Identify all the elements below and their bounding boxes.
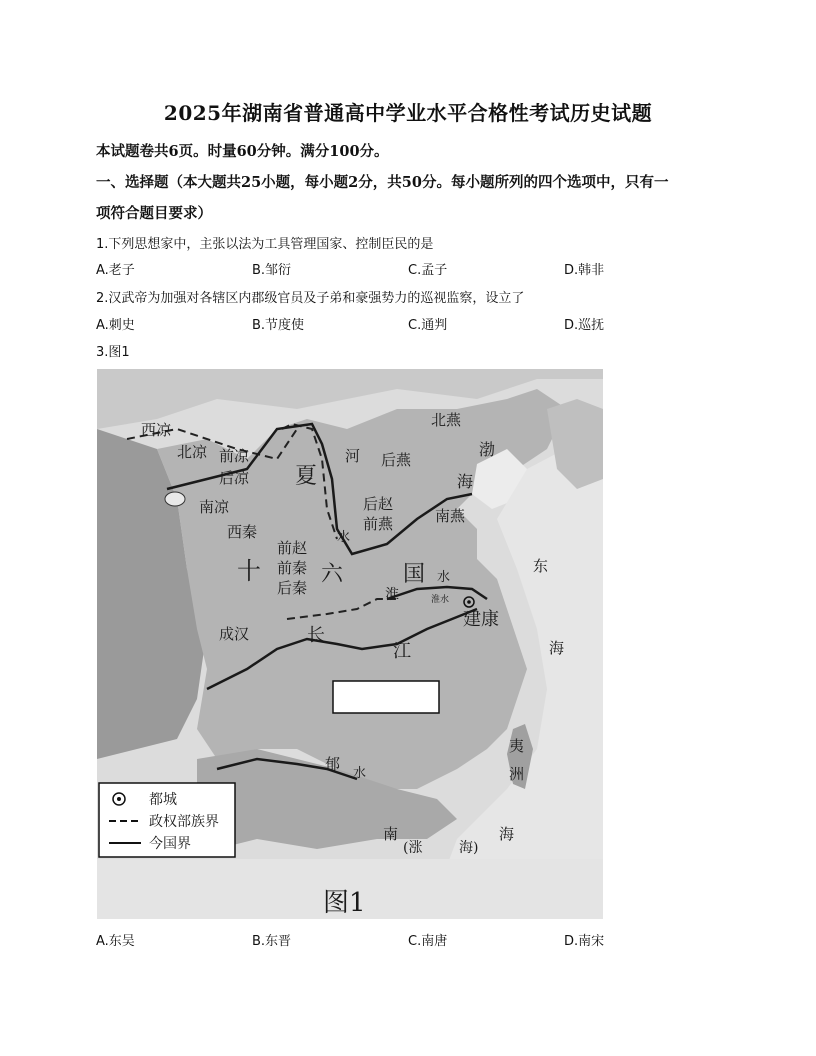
label-liu: 六 bbox=[321, 562, 344, 587]
question-1-option-c[interactable]: C.孟子 bbox=[408, 263, 448, 278]
label-shi: 十 bbox=[237, 557, 261, 585]
map-answer-blank-box bbox=[333, 681, 439, 713]
question-2-option-b[interactable]: B.节度使 bbox=[252, 318, 305, 333]
label-xiqin: 西秦 bbox=[227, 523, 258, 541]
label-guo: 国 bbox=[403, 562, 426, 587]
historical-map bbox=[97, 369, 603, 919]
label-nanyan: 南燕 bbox=[435, 507, 466, 525]
question-2-option-d[interactable]: D.巡抚 bbox=[564, 318, 605, 333]
question-3-option-a[interactable]: A.东吴 bbox=[96, 934, 135, 949]
label-houyan: 后燕 bbox=[381, 451, 412, 469]
section-heading-line2: 项符合题目要求） bbox=[96, 205, 212, 222]
label-shui-huai: 水 bbox=[437, 570, 451, 585]
label-nanliang: 南凉 bbox=[199, 498, 230, 516]
label-houliang: 后凉 bbox=[219, 469, 250, 487]
question-1-options bbox=[96, 259, 716, 277]
question-3-stem: 3.图1 bbox=[96, 345, 130, 360]
label-huaishui-small: 淮水 bbox=[431, 595, 450, 605]
label-beiyan: 北燕 bbox=[431, 411, 462, 429]
label-qianzhao: 前赵 bbox=[277, 539, 308, 557]
question-2-options bbox=[96, 314, 716, 332]
label-yu: 郁 bbox=[325, 755, 341, 773]
question-1-option-d[interactable]: D.韩非 bbox=[564, 263, 605, 278]
label-xiliang: 西凉 bbox=[141, 421, 172, 439]
question-1-option-b[interactable]: B.邹衍 bbox=[252, 263, 292, 278]
label-shui-yu: 水 bbox=[353, 766, 367, 781]
label-houqin: 后秦 bbox=[277, 579, 308, 597]
label-chenghan: 成汉 bbox=[219, 625, 250, 643]
map-figure bbox=[97, 369, 603, 919]
question-1-option-a[interactable]: A.老子 bbox=[96, 263, 135, 278]
question-3-options bbox=[96, 930, 716, 948]
qinghai-lake bbox=[165, 492, 185, 506]
label-bo: 渤 bbox=[479, 440, 496, 459]
question-2-option-c[interactable]: C.通判 bbox=[408, 318, 448, 333]
label-jiankang: 建康 bbox=[463, 609, 499, 630]
label-chang: 长 bbox=[307, 625, 325, 646]
section-heading-line1: 一、选择题（本大题共25小题，每小题2分，共50分。每小题所列的四个选项中，只有一 bbox=[96, 174, 669, 191]
label-hai-south: 海 bbox=[499, 825, 515, 843]
label-dong: 东 bbox=[533, 557, 549, 575]
question-3-option-d[interactable]: D.南宋 bbox=[564, 934, 605, 949]
label-nan: 南 bbox=[383, 825, 399, 843]
legend-capital: 都城 bbox=[149, 792, 177, 808]
label-houzhao: 后赵 bbox=[363, 495, 394, 513]
label-xia: 夏 bbox=[295, 464, 318, 489]
label-qianliang: 前凉 bbox=[219, 447, 250, 465]
label-zhou: 洲 bbox=[509, 765, 525, 783]
legend-modern-boundary: 今国界 bbox=[149, 836, 191, 852]
legend-regime-boundary: 政权部族界 bbox=[149, 814, 219, 830]
exam-title: 2025年湖南省普通高中学业水平合格性考试历史试题 bbox=[163, 101, 653, 125]
label-jiang: 江 bbox=[393, 641, 411, 662]
label-hai-bo: 海 bbox=[457, 472, 474, 491]
exam-intro: 本试题卷共6页。时量60分钟。满分100分。 bbox=[96, 143, 389, 160]
label-shui-he: 水 bbox=[337, 530, 351, 545]
label-qianyan: 前燕 bbox=[363, 515, 394, 533]
question-2-option-a[interactable]: A.刺史 bbox=[96, 318, 135, 333]
question-2-stem: 2.汉武帝为加强对各辖区内郡级官员及子弟和豪强势力的巡视监察，设立了 bbox=[96, 291, 525, 306]
label-hai-east: 海 bbox=[549, 639, 565, 657]
question-3-option-c[interactable]: C.南唐 bbox=[408, 934, 448, 949]
label-huai: 淮 bbox=[385, 587, 399, 603]
label-he: 河 bbox=[345, 447, 361, 465]
label-qianqin: 前秦 bbox=[277, 559, 308, 577]
map-caption: 图1 bbox=[323, 888, 366, 918]
question-1-stem: 1.下列思想家中，主张以法为工具管理国家、控制臣民的是 bbox=[96, 237, 434, 252]
label-beiliang: 北凉 bbox=[177, 443, 208, 461]
question-3-option-b[interactable]: B.东晋 bbox=[252, 934, 292, 949]
label-nanhai-sub2: 海) bbox=[459, 840, 479, 856]
label-nanhai-sub: (涨 bbox=[403, 840, 423, 856]
label-yi: 夷 bbox=[509, 737, 525, 755]
